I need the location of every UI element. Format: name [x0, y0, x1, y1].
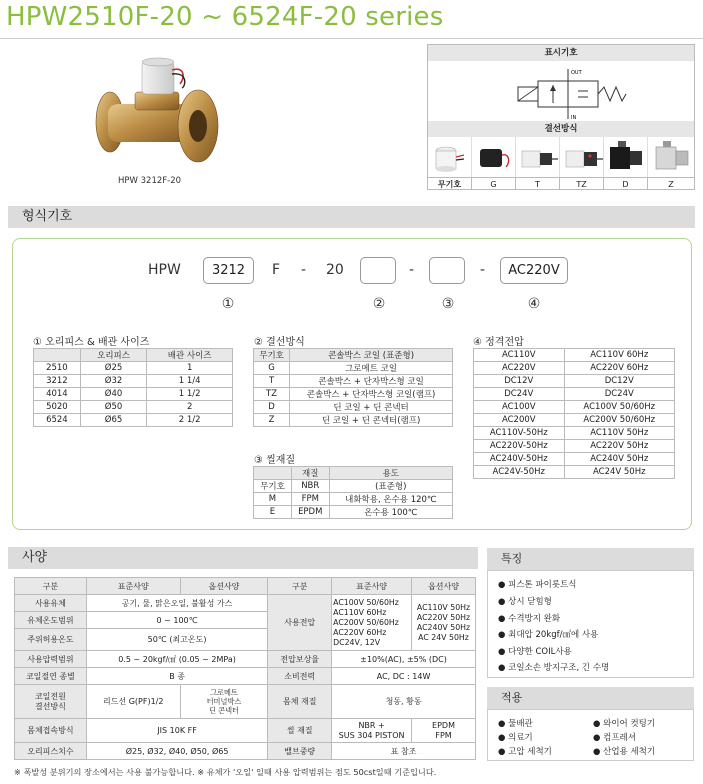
list-item: ● 수격방지 완화 — [498, 614, 561, 624]
connection-label: G — [472, 177, 516, 190]
table-header — [254, 467, 292, 480]
connection-image-g — [472, 137, 516, 177]
table-row: 무기호 NBR (표준형) — [254, 480, 453, 493]
code-seal-box — [429, 257, 465, 284]
table-row: 4014 Ø40 1 1/2 — [34, 388, 233, 401]
orifice-table-title: ① 오리피스 & 배관 사이즈 — [33, 337, 150, 348]
photo-caption: HPW 3212F-20 — [118, 176, 182, 186]
table-row: AC24V-50Hz AC24V 50Hz — [474, 466, 675, 479]
table-row: DC12V DC12V — [474, 375, 675, 388]
code-orifice-box: 3212 — [203, 257, 254, 284]
table-row: 6524 Ø65 2 1/2 — [34, 414, 233, 427]
seal-table — [253, 466, 453, 519]
out-port-label: OUT — [571, 70, 582, 76]
connection-image-standard — [428, 137, 472, 177]
table-row: AC240V-50Hz AC240V 50Hz — [474, 453, 675, 466]
table-row: AC220V-50Hz AC220V 50Hz — [474, 440, 675, 453]
table-row: AC220V AC220V 60Hz — [474, 362, 675, 375]
list-item: ● 최대압 20kgf/㎠에 사용 — [498, 630, 599, 640]
connection-image-z — [648, 137, 696, 177]
marker-2: ② — [372, 296, 386, 312]
table-row: 코일절연 종별 B 종 소비전력 AC, DC : 14W — [15, 668, 476, 685]
table-row: D 딘 코일 + 딘 콘넥터 — [254, 401, 453, 414]
marker-4: ④ — [527, 296, 541, 312]
table-row: 코일전원 결선방식 리드선 G(PF)1/2 그로메트 터미널박스 딘 콘넥터 몸체 재질 청동, 황동 — [15, 685, 476, 719]
table-header: 용도 — [329, 467, 452, 480]
marker-3: ③ — [441, 296, 455, 312]
list-item: ● 고압 세척기 — [498, 747, 552, 757]
table-row: AC200V AC200V 50/60Hz — [474, 414, 675, 427]
table-row: AC110V AC110V 60Hz — [474, 349, 675, 362]
in-port-label: IN — [571, 115, 577, 121]
table-row: 사용압력범위 0.5 ~ 20kgf/㎠ (0.05 ~ 2MPa) 전압보상율 ±10%(AC), ±5% (DC) — [15, 651, 476, 668]
table-row: 몸체접속방식 JIS 10K FF 씰 재질 NBR + SUS 304 PISTON EPDM FPM — [15, 719, 476, 743]
table-header: 배관 사이즈 — [147, 349, 233, 362]
connection-label: T — [516, 177, 560, 190]
table-header: 표준사양 — [86, 578, 180, 595]
valve-symbol-diagram — [468, 63, 668, 121]
table-row: 주위허용온도 50℃ (최고온도) — [15, 629, 476, 651]
table-row: Z 딘 코일 + 딘 콘넥터(램프) — [254, 414, 453, 427]
marker-1: ① — [221, 296, 235, 312]
table-header: 재질 — [291, 467, 329, 480]
voltage-table — [473, 348, 675, 479]
table-row: 3212 Ø32 1 1/4 — [34, 375, 233, 388]
connection-label: D — [604, 177, 648, 190]
table-header: 무기호 — [254, 349, 290, 362]
applications-box — [487, 709, 694, 761]
list-item: ● 와이어 컷팅기 — [593, 719, 656, 729]
symbol-connection-box — [427, 44, 695, 190]
list-item: ● 물배관 — [498, 719, 533, 729]
code-prefix: HPW — [148, 262, 181, 278]
table-header — [34, 349, 81, 362]
code-pressure: 20 — [326, 262, 344, 278]
model-section-header: 형식기호 — [8, 206, 695, 228]
code-dash: - — [301, 262, 307, 278]
table-row: 사용유체 공기, 물, 맑은오일, 불활성 가스 사용전압 AC100V 50/60Hz AC110V 60Hz AC200V 50/60Hz AC220V 60Hz DC24V, 12V AC110V 50Hz AC220V 50Hz AC240V 50Hz AC 24V 50Hz — [15, 595, 476, 612]
table-row: T 콘솔박스 + 단자박스형 코일 — [254, 375, 453, 388]
table-header: 표준사양 — [332, 578, 412, 595]
list-item: ● 피스톤 파이롯트식 — [498, 580, 577, 590]
title-divider — [0, 38, 703, 39]
features-header: 특징 — [487, 548, 694, 570]
spec-section-header: 사양 — [8, 547, 478, 569]
page-title: HPW2510F-20 ~ 6524F-20 series — [6, 2, 444, 32]
table-row: 2510 Ø25 1 — [34, 362, 233, 375]
orifice-table — [33, 348, 233, 427]
connection-label: Z — [648, 177, 694, 190]
list-item: ● 컴프레셔 — [593, 733, 636, 743]
wiring-table — [253, 348, 453, 427]
table-header: 옵션사양 — [180, 578, 268, 595]
connection-label: 무기호 — [428, 177, 472, 190]
voltage-table-title: ④ 정격전압 — [473, 337, 524, 348]
table-row: 오리피스치수 Ø25, Ø32, Ø40, Ø50, Ø65 밸브중량 표 참조 — [15, 743, 476, 760]
table-row: TZ 콘솔박스 + 단자박스형 코일(램프) — [254, 388, 453, 401]
list-item: ● 산업용 세척기 — [593, 747, 656, 757]
code-flange: F — [272, 262, 281, 278]
list-item: ● 코일소손 방지구조, 긴 수명 — [498, 663, 610, 673]
table-row: 5020 Ø50 2 — [34, 401, 233, 414]
table-row: G 그로메트 코일 — [254, 362, 453, 375]
table-row: AC110V-50Hz AC110V 50Hz — [474, 427, 675, 440]
table-row: E EPDM 온수용 100℃ — [254, 506, 453, 519]
code-dash: - — [409, 262, 415, 278]
code-dash: - — [480, 262, 486, 278]
features-box — [487, 570, 694, 678]
list-item: ● 의료기 — [498, 733, 533, 743]
connection-label: TZ — [560, 177, 604, 190]
spec-table — [14, 577, 476, 760]
table-header: 콘솔박스 코일 (표준형) — [290, 349, 453, 362]
connection-image-d — [604, 137, 648, 177]
seal-table-title: ③ 씰재질 — [254, 455, 296, 466]
valve-product-photo — [90, 50, 235, 175]
connection-image-t — [516, 137, 560, 177]
code-wiring-box — [360, 257, 396, 284]
connection-header: 결선방식 — [428, 121, 694, 137]
table-row: M FPM 내화학용, 온수용 120℃ — [254, 493, 453, 506]
table-header: 구분 — [15, 578, 87, 595]
table-row: DC24V DC24V — [474, 388, 675, 401]
applications-header: 적용 — [487, 687, 694, 709]
list-item: ● 상시 닫힘형 — [498, 597, 552, 607]
footnote: ※ 폭발성 분위기의 장소에서는 사용 불가능합니다. ※ 유체가 '오일' 일때 사용 압력범위는 점도 50cst일때 기준입니다. — [14, 767, 437, 777]
table-row: AC100V AC100V 50/60Hz — [474, 401, 675, 414]
table-header: 옵션사양 — [412, 578, 476, 595]
table-header: 오리피스 — [80, 349, 147, 362]
connection-image-tz — [560, 137, 604, 177]
table-header: 구분 — [268, 578, 332, 595]
list-item: ● 다양한 COIL사용 — [498, 647, 572, 657]
table-row: 유체온도범위 0 ~ 100℃ — [15, 612, 476, 629]
symbol-header: 표시기호 — [428, 45, 694, 61]
wiring-table-title: ② 결선방식 — [254, 337, 305, 348]
code-voltage-box: AC220V — [500, 257, 568, 284]
